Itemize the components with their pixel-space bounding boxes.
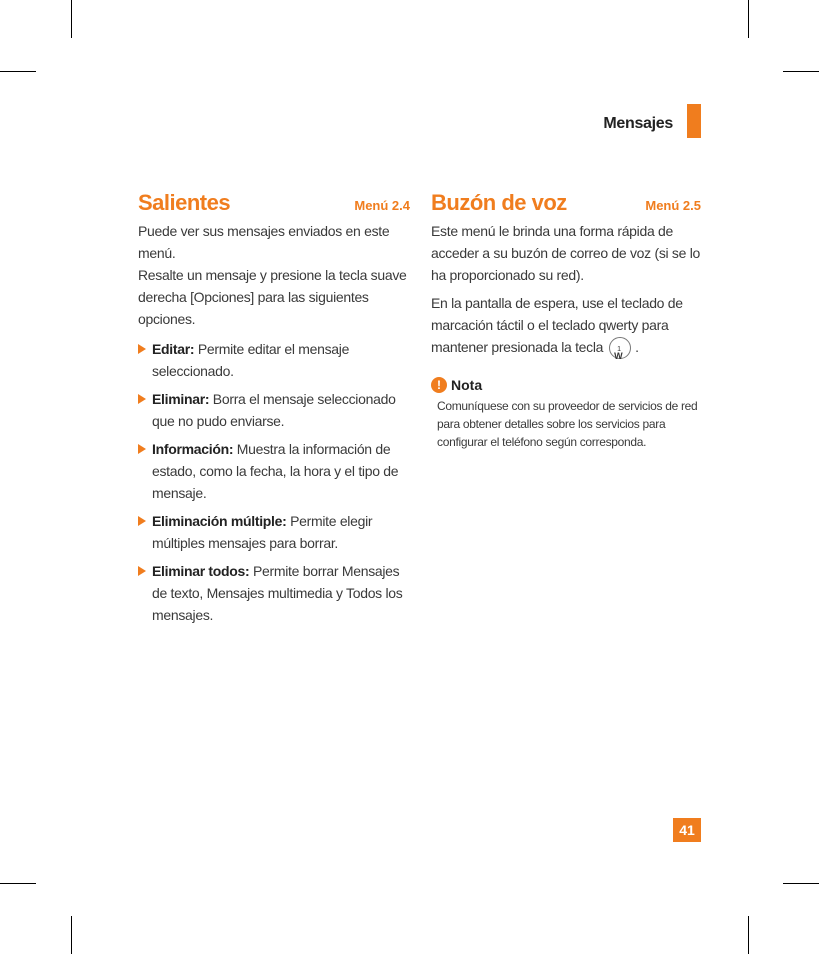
warning-icon: ! [431,377,447,393]
buzon-de-voz-section [431,190,701,451]
bullet-term: Información: [152,441,234,457]
arrow-bullet-icon [138,566,146,576]
salientes-section [138,190,410,632]
arrow-bullet-icon [138,344,146,354]
arrow-bullet-icon [138,516,146,526]
bullet-text: Muestra la información de estado, como la fecha, la hora y el tipo de mensaje. [152,441,399,501]
crop-mark [783,883,819,884]
arrow-bullet-icon [138,394,146,404]
section-title: Buzón de voz [431,190,567,215]
bullet-term: Eliminación múltiple: [152,513,287,529]
crop-mark [748,916,749,954]
instruction-text: En la pantalla de espera, use el teclado de marcación táctil o el teclado qwerty para mantener presionada la tecla [431,295,683,355]
instruction-end: . [635,339,639,355]
crop-mark [0,71,36,72]
bullet-text: Permite elegir múltiples mensajes para borrar. [152,513,373,551]
section-title: Salientes [138,190,231,215]
crop-mark [783,71,819,72]
note-box [431,377,701,451]
bullet-term: Eliminar todos: [152,563,250,579]
bullet-text: Permite editar el mensaje seleccionado. [152,341,350,379]
section-tab-marker [687,104,701,138]
menu-number: Menú 2.5 [645,198,701,213]
crop-mark [71,0,72,38]
note-title: Nota [451,377,483,394]
instruction-paragraph [431,292,701,359]
crop-mark [748,0,749,38]
bullet-text: Permite borrar Mensajes de texto, Mensajes multimedia y Todos los mensajes. [152,563,403,623]
page-number: 41 [673,818,701,842]
list-item [138,560,410,626]
intro-paragraph: Puede ver sus mensajes enviados en este menú. [138,223,390,261]
crop-mark [0,883,36,884]
crop-mark [71,916,72,954]
bullet-term: Eliminar: [152,391,210,407]
list-item [138,338,410,382]
options-list [138,338,410,626]
bullet-term: Editar: [152,341,195,357]
menu-number: Menú 2.4 [354,198,410,213]
list-item [138,388,410,432]
voicemail-key-icon [609,337,631,359]
arrow-bullet-icon [138,444,146,454]
note-text: Comuníquese con su proveedor de servicios de red para obtener detalles sobre los servicios para configurar el teléfono según corresponda. [437,399,698,450]
instruction-paragraph: Resalte un mensaje y presione la tecla suave derecha [Opciones] para las siguientes opciones. [138,267,407,327]
description-paragraph: Este menú le brinda una forma rápida de acceder a su buzón de correo de voz (si se lo ha proporcionado su red). [431,223,700,283]
list-item [138,510,410,554]
section-header: Mensajes [603,115,673,132]
bullet-text: Borra el mensaje seleccionado que no pudo enviarse. [152,391,396,429]
list-item [138,438,410,504]
